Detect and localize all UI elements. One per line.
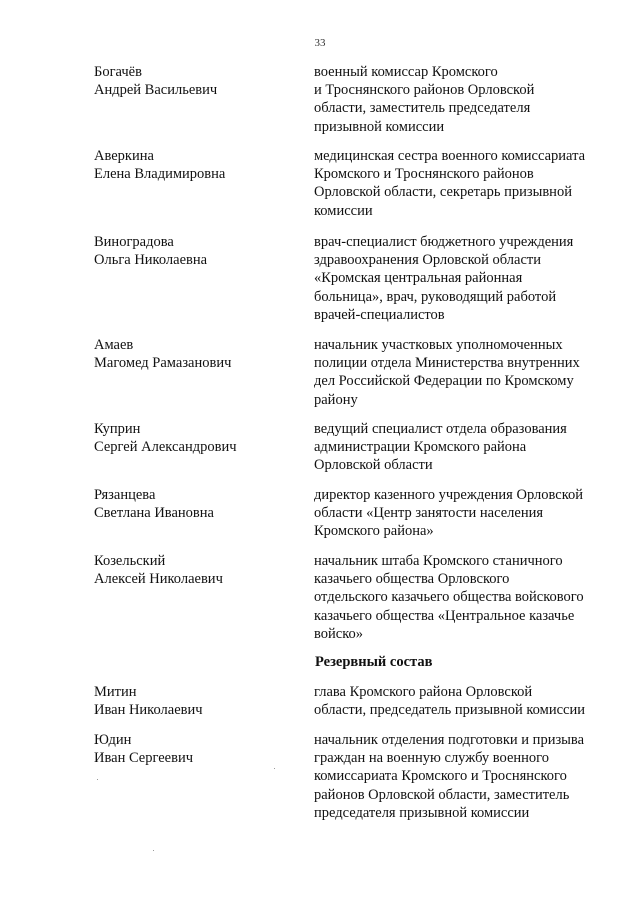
scan-speck — [274, 768, 275, 769]
member-role: врач-специалист бюджетного учреждения здравоохранения Орловской области «Кромская центральная районная больница», врач, руководящий работой врачей-специалистов — [314, 234, 574, 323]
member-role: военный комиссар Кромского и Троснянского районов Орловской области, заместитель председателя призывной комиссии — [314, 64, 535, 135]
member-role: начальник отделения подготовки и призыва граждан на военную службу военного комиссариата Кромского и Троснянского районов Орловской области, заместитель председателя призывной комиссии — [314, 732, 585, 821]
member-name: Митин Иван Николаевич — [94, 684, 203, 719]
member-name: Аверкина Елена Владимировна — [94, 148, 226, 183]
scan-speck — [153, 850, 154, 851]
scan-speck — [97, 779, 98, 780]
member-name: Куприн Сергей Александрович — [94, 421, 237, 456]
member-role: глава Кромского района Орловской области, председатель призывной комиссии — [314, 684, 585, 719]
member-name: Виноградова Ольга Николаевна — [94, 234, 208, 269]
member-name: Рязанцева Светлана Ивановна — [94, 487, 214, 522]
page-number: 33 — [314, 37, 326, 49]
member-role: начальник участковых уполномоченных полиции отдела Министерства внутренних дел Российской Федерации по Кромскому району — [314, 337, 580, 408]
member-role: ведущий специалист отдела образования администрации Кромского района Орловской области — [314, 421, 567, 474]
member-name: Козельский Алексей Николаевич — [94, 553, 223, 588]
member-name: Богачёв Андрей Васильевич — [94, 64, 218, 99]
member-role: директор казенного учреждения Орловской области «Центр занятости населения Кромского района» — [314, 487, 584, 540]
member-role: медицинская сестра военного комиссариата Кромского и Троснянского районов Орловской области, секретарь призывной комиссии — [314, 148, 586, 219]
member-name: Юдин Иван Сергеевич — [94, 732, 194, 767]
member-name: Амаев Магомед Рамазанович — [94, 337, 232, 372]
reserve-heading: Резервный состав — [315, 654, 433, 670]
member-role: начальник штаба Кромского станичного казачьего общества Орловского отдельского казачьего общества войскового казачьего общества «Центральное казачье войско» — [314, 553, 584, 642]
